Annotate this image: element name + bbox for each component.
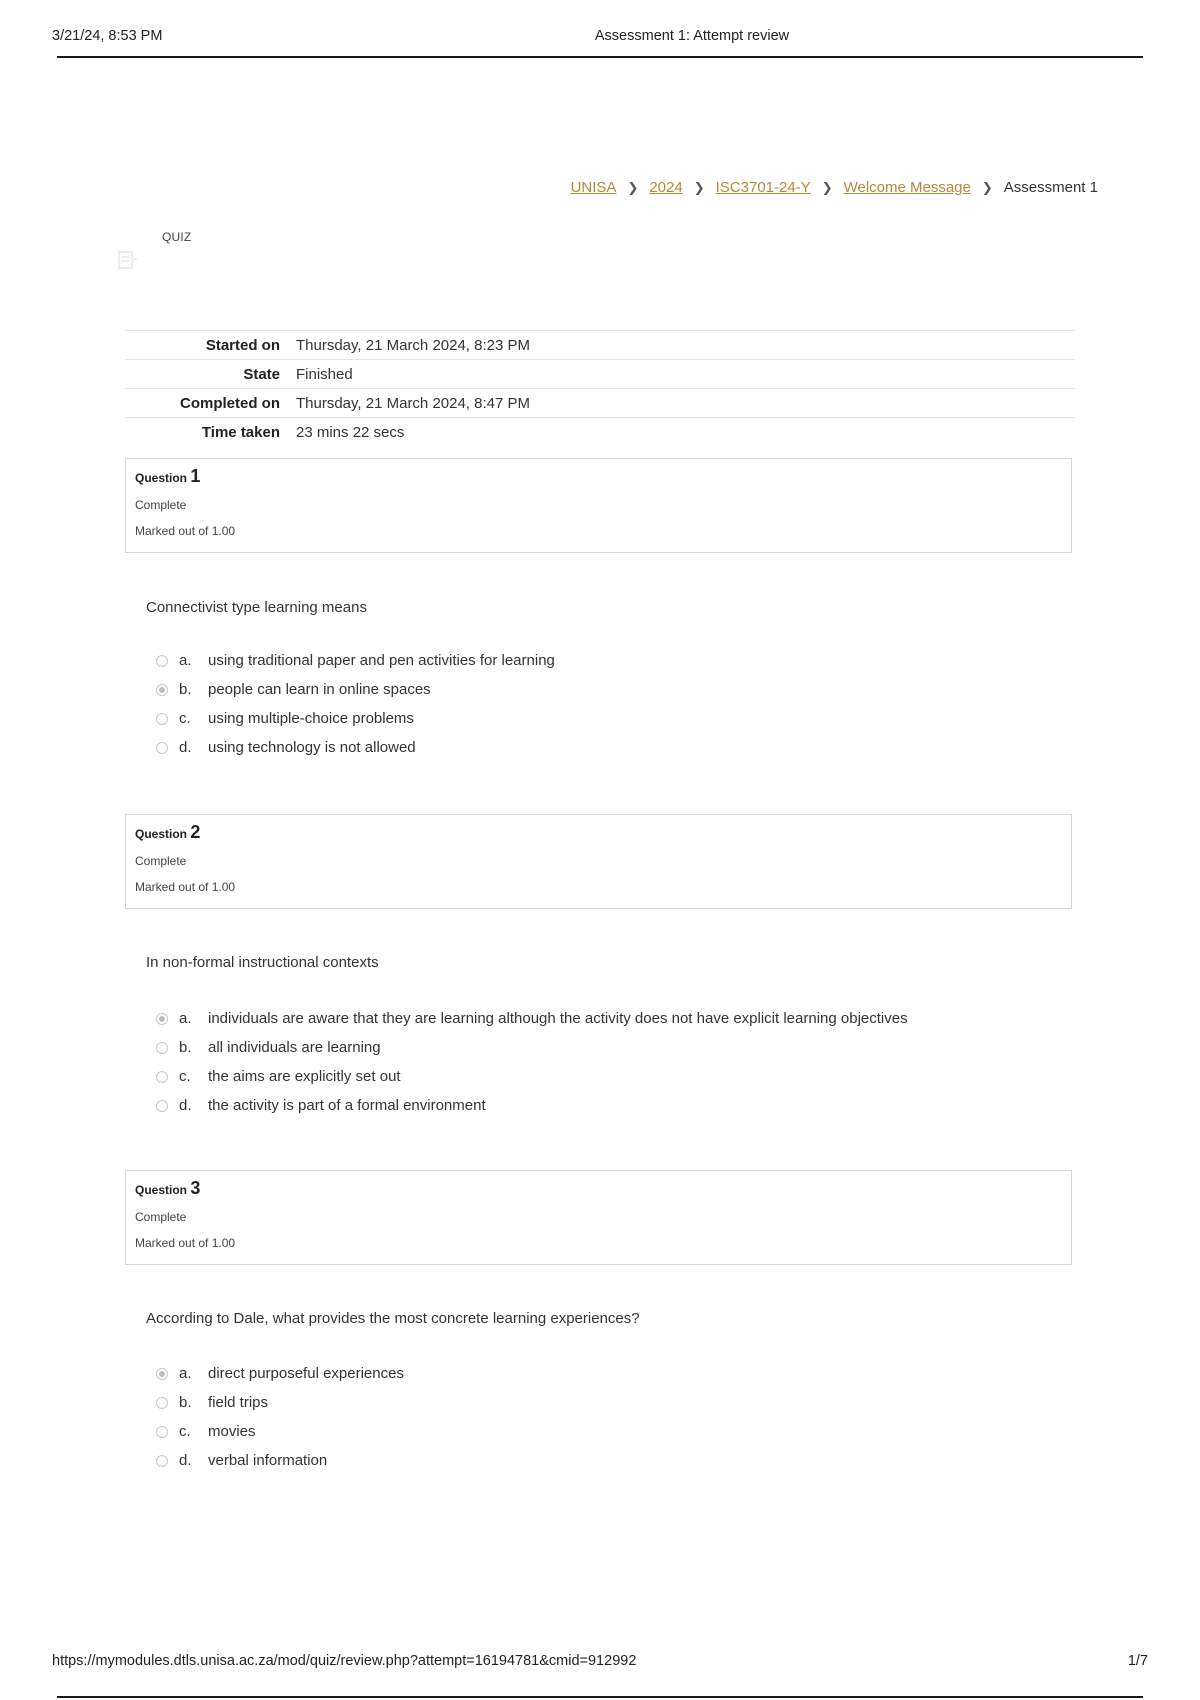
question-info-box [125,814,1072,909]
radio-button[interactable] [156,1455,168,1467]
answer-option[interactable] [156,704,555,733]
answer-text: people can learn in online spaces [208,681,431,698]
radio-button[interactable] [156,1042,168,1054]
answer-option[interactable] [156,733,555,762]
print-page-title: Assessment 1: Attempt review [594,28,790,44]
summary-value: Thursday, 21 March 2024, 8:23 PM [296,336,531,354]
question-marks: Marked out of 1.00 [135,524,236,538]
answer-letter: a. [179,652,192,669]
answer-letter: b. [179,1039,192,1056]
answer-text: direct purposeful experiences [208,1365,404,1382]
header-divider [57,56,1143,58]
answer-list [156,646,555,762]
answer-text: all individuals are learning [208,1039,381,1056]
answer-option[interactable] [156,1062,908,1091]
summary-row-started [125,330,1075,359]
question-text: In non-formal instructional contexts [146,954,379,971]
question-state: Complete [135,1210,187,1224]
answer-option[interactable] [156,1388,404,1417]
answer-option[interactable] [156,1033,908,1062]
answer-option[interactable] [156,675,555,704]
attempt-summary-table [125,330,1075,446]
breadcrumb-current: Assessment 1 [1003,179,1098,196]
activity-type-label: QUIZ [162,230,192,244]
answer-option[interactable] [156,1446,404,1475]
answer-text: individuals are aware that they are learning although the activity does not have explicit learning objectives [208,1010,908,1027]
question-number-value: 3 [190,1178,201,1198]
answer-letter: c. [179,1068,191,1085]
breadcrumb-link-welcome[interactable]: Welcome Message [843,179,971,196]
question-state: Complete [135,498,187,512]
print-datetime: 3/21/24, 8:53 PM [52,28,163,44]
radio-button-selected[interactable] [156,1013,168,1025]
answer-option[interactable] [156,1359,404,1388]
chevron-right-icon: ❯ [627,179,639,195]
print-url: https://mymodules.dtls.unisa.ac.za/mod/quiz/review.php?attempt=16194781&cmid=912992 [52,1653,637,1669]
chevron-right-icon: ❯ [821,179,833,195]
summary-label: Completed on [180,394,280,412]
question-number-value: 2 [190,822,201,842]
summary-row-state [125,359,1075,388]
summary-row-time-taken [125,417,1075,446]
breadcrumb-link-year[interactable]: 2024 [649,179,683,196]
answer-option[interactable] [156,1004,908,1033]
breadcrumb-link-unisa[interactable]: UNISA [570,179,617,196]
answer-letter: d. [179,1452,192,1469]
question-info-box [125,458,1072,553]
breadcrumb-link-course[interactable]: ISC3701-24-Y [715,179,811,196]
question-word: Question [135,1183,188,1197]
breadcrumb [571,179,1098,196]
answer-text: using traditional paper and pen activities for learning [208,652,555,669]
summary-value: Finished [296,365,353,383]
question-number [135,822,1062,843]
question-text: According to Dale, what provides the most concrete learning experiences? [146,1310,640,1327]
footer-divider [57,1696,1143,1698]
answer-letter: c. [179,1423,191,1440]
question-text: Connectivist type learning means [146,599,367,616]
quiz-icon [118,250,138,270]
radio-button[interactable] [156,1100,168,1112]
answer-text: field trips [208,1394,269,1411]
answer-letter: c. [179,710,191,727]
answer-letter: d. [179,1097,192,1114]
question-state: Complete [135,854,187,868]
radio-button[interactable] [156,1397,168,1409]
answer-option[interactable] [156,1091,908,1120]
answer-text: the activity is part of a formal environment [208,1097,486,1114]
summary-label: Time taken [201,423,280,441]
summary-row-completed [125,388,1075,417]
radio-button-selected[interactable] [156,684,168,696]
answer-letter: b. [179,1394,192,1411]
radio-button[interactable] [156,742,168,754]
answer-text: the aims are explicitly set out [208,1068,401,1085]
summary-value: Thursday, 21 March 2024, 8:47 PM [296,394,531,412]
radio-button[interactable] [156,655,168,667]
answer-letter: a. [179,1010,192,1027]
answer-option[interactable] [156,1417,404,1446]
question-marks: Marked out of 1.00 [135,880,236,894]
answer-text: using technology is not allowed [208,739,416,756]
answer-list [156,1359,404,1475]
question-info-box [125,1170,1072,1265]
question-word: Question [135,827,188,841]
radio-button[interactable] [156,713,168,725]
radio-button[interactable] [156,1426,168,1438]
question-number [135,1178,1062,1199]
question-word: Question [135,471,188,485]
answer-text: using multiple-choice problems [208,710,414,727]
summary-label: State [243,365,280,383]
radio-button-selected[interactable] [156,1368,168,1380]
question-number [135,466,1062,487]
print-page-number: 1/7 [1127,1653,1148,1669]
radio-button[interactable] [156,1071,168,1083]
answer-text: verbal information [208,1452,328,1469]
question-number-value: 1 [190,466,201,486]
answer-text: movies [208,1423,256,1440]
answer-list [156,1004,908,1120]
chevron-right-icon: ❯ [693,179,705,195]
answer-option[interactable] [156,646,555,675]
answer-letter: b. [179,681,192,698]
chevron-right-icon: ❯ [981,179,993,195]
answer-letter: a. [179,1365,192,1382]
answer-letter: d. [179,739,192,756]
question-marks: Marked out of 1.00 [135,1236,236,1250]
summary-label: Started on [205,336,280,354]
summary-value: 23 mins 22 secs [296,423,405,441]
